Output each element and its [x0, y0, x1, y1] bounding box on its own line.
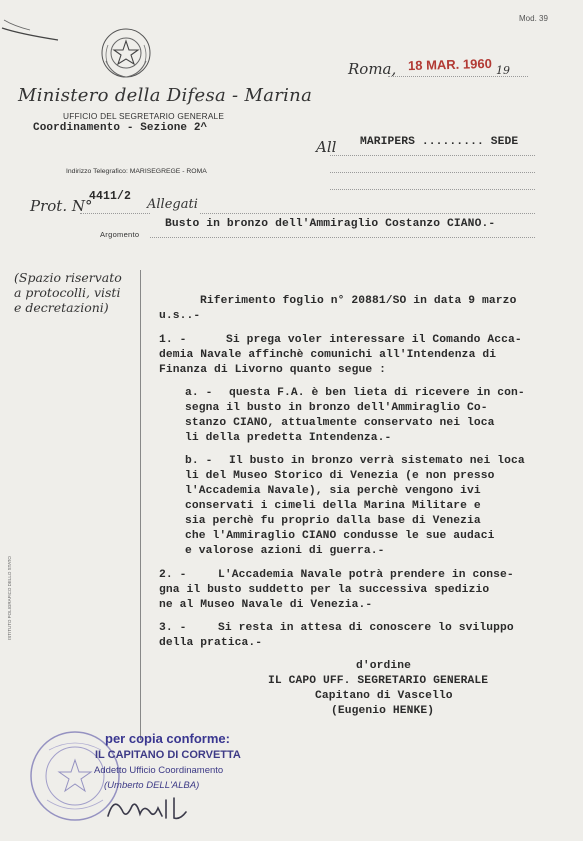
cert-line2: IL CAPITANO DI CORVETTA: [95, 749, 241, 761]
recipient: MARIPERS ......... SEDE: [360, 136, 519, 148]
ref-line-2: u.s..-: [159, 310, 201, 322]
a-number: a. -: [185, 387, 213, 399]
p2-line: ne al Museo Navale di Venezia.-: [159, 599, 373, 611]
b-line: sia perchè fu proprio dalla base di Venezia: [185, 515, 481, 527]
b-line: e valorose azioni di guerra.-: [185, 545, 385, 557]
p2-line: gna il busto suddetto per la successiva spedizio: [159, 584, 490, 596]
ministry-name: Ministero della Difesa - Marina: [18, 85, 313, 106]
a-line: segna il busto in bronzo dell'Ammiraglio Co-: [185, 402, 488, 414]
b-number: b. -: [185, 455, 213, 467]
b-line: li del Museo Storico di Venezia (e non presso: [185, 470, 495, 482]
office-name: UFFICIO DEL SEGRETARIO GENERALE: [63, 111, 225, 121]
date-stamp: 18 MAR. 1960: [407, 55, 493, 74]
handwritten-signature-icon: [100, 790, 210, 830]
allegati-label: Allegati: [147, 197, 198, 212]
margin-note: [14, 270, 122, 315]
p3-line: Si resta in attesa di conoscere lo sviluppo: [218, 622, 514, 634]
sig-rank: Capitano di Vascello: [315, 690, 453, 702]
year-suffix: 19: [496, 64, 510, 77]
a-line: stanzo CIANO, attualmente conservato nei loca: [185, 417, 495, 429]
p1-line: Si prega voler interessare il Comando Acca-: [226, 334, 522, 346]
b-line: l'Accademia Navale), sia perchè vengono ivi: [185, 485, 481, 497]
p2-number: 2. -: [159, 569, 187, 581]
p1-line: demia Navale affinchè comunichi all'Intendenza di: [159, 349, 497, 361]
p1-number: 1. -: [159, 334, 187, 346]
sig-dordine: d'ordine: [356, 660, 412, 672]
a-line: li della predetta Intendenza.-: [185, 432, 392, 444]
b-line: Il busto in bronzo verrà sistemato nei loca: [229, 455, 525, 467]
margin-divider: [140, 270, 141, 740]
section-name: Coordinamento - Sezione 2^: [33, 122, 208, 134]
telegraph-address: Indirizzo Telegrafico: MARISEGREGE - ROMA: [66, 168, 207, 175]
b-line: conservati i cimeli della Marina Militare e: [185, 500, 481, 512]
prot-label: Prot. N°: [30, 197, 93, 215]
italian-emblem-icon: [98, 25, 154, 81]
margin-note-line2: a protocolli, visti: [14, 285, 121, 300]
b-line: che l'Ammiraglio CIANO condusse le sue audaci: [185, 530, 495, 542]
argomento-label: Argomento: [100, 230, 140, 239]
p3-number: 3. -: [159, 622, 187, 634]
a-line: questa F.A. è ben lieta di ricevere in con-: [229, 387, 525, 399]
protocol-number: 4411/2: [89, 190, 132, 203]
ref-line-1: Riferimento foglio n° 20881/SO in data 9 marzo: [200, 295, 517, 307]
p2-line: L'Accademia Navale potrà prendere in conse-: [218, 569, 514, 581]
sig-title: IL CAPO UFF. SEGRETARIO GENERALE: [268, 675, 489, 687]
recipient-label: All: [316, 138, 337, 156]
side-print: ISTITUTO POLIGRAFICO DELLO STATO: [7, 556, 12, 640]
place-label: Roma,: [348, 60, 397, 78]
p1-line: Finanza di Livorno quanto segue :: [159, 364, 387, 376]
cert-line1: per copia conforme:: [105, 731, 230, 746]
p3-line: della pratica.-: [159, 637, 263, 649]
cert-line4: (Umberto DELL'ALBA): [104, 780, 200, 791]
form-code: Mod. 39: [519, 14, 548, 23]
sig-name: (Eugenio HENKE): [331, 705, 435, 717]
pen-mark: [0, 0, 60, 45]
subject: Busto in bronzo dell'Ammiraglio Costanzo CIANO.-: [165, 218, 496, 230]
cert-line3: Addetto Ufficio Coordinamento: [94, 765, 224, 776]
margin-note-line3: e decretazioni): [14, 300, 109, 315]
margin-note-line1: (Spazio riservato: [14, 270, 122, 285]
